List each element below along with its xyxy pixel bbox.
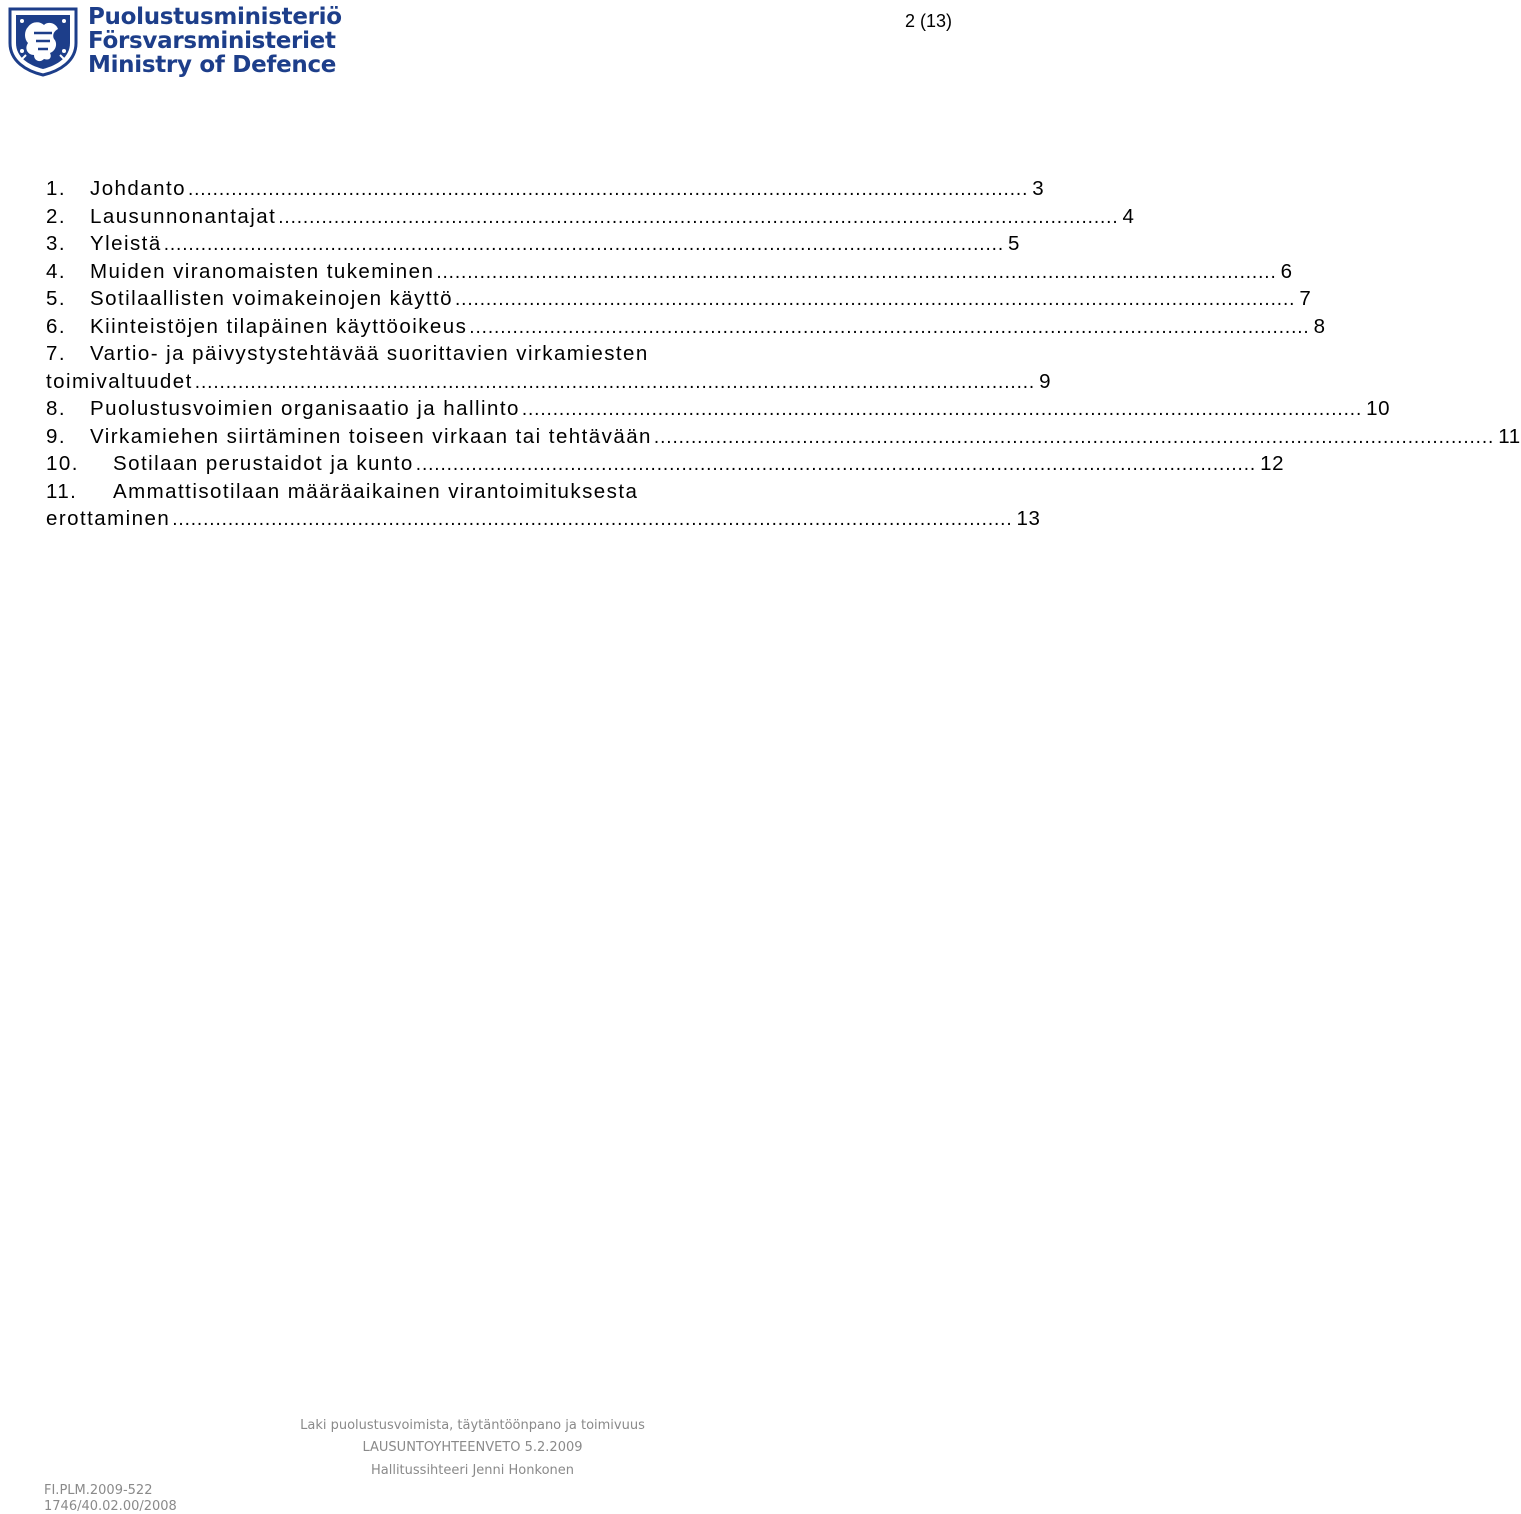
toc-title: Johdanto (90, 177, 186, 200)
toc-page-number: 3 (1032, 177, 1045, 200)
page-header (0, 0, 960, 80)
toc-number: 1. (46, 177, 66, 200)
toc-leader: ........................................................................................................................................ (163, 234, 1005, 255)
toc-leader: ........................................................................................................................................ (278, 206, 1119, 228)
toc-page-number: 6 (1280, 259, 1293, 283)
toc-number: 4. (46, 259, 66, 283)
toc-leader: ........................................................................................................................................ (653, 426, 1495, 448)
logo-line-en: Ministry of Defence (88, 52, 337, 78)
toc-number: 5. (46, 287, 66, 310)
footer-document-title: Laki puolustusvoimista, täytäntöönpano ja toimivuus (300, 1418, 645, 1433)
toc-leader: ........................................................................................................................................ (436, 261, 1277, 283)
toc-title: Sotilaallisten voimakeinojen käyttö (90, 287, 453, 310)
table-of-contents (46, 175, 1521, 533)
toc-leader: ........................................................................................................................................ (194, 371, 1036, 393)
toc-page-number: 7 (1299, 287, 1312, 310)
toc-page-number: 13 (1016, 507, 1041, 530)
toc-title: Yleistä (90, 232, 162, 255)
logo-line-fi: Puolustusministeriö (88, 4, 342, 30)
toc-leader: ........................................................................................................................................ (415, 454, 1257, 475)
toc-entry-2[interactable] (46, 203, 1135, 231)
toc-entry-11-continued[interactable] (46, 505, 1041, 533)
toc-leader: ........................................................................................................................................ (172, 509, 1013, 530)
toc-title: Ammattisotilaan määräaikainen virantoimituksesta (113, 479, 639, 503)
footer-document-type: LAUSUNTOYHTEENVETO 5.2.2009 (362, 1440, 583, 1455)
toc-title: Muiden viranomaisten tukeminen (90, 259, 435, 283)
toc-page-number: 12 (1260, 452, 1285, 475)
logo-wordmark (88, 5, 342, 77)
toc-title: erottaminen (46, 507, 171, 530)
toc-number: 9. (46, 424, 66, 448)
toc-number: 7. (46, 342, 66, 365)
footer-reference-2: 1746/40.02.00/2008 (44, 1499, 177, 1514)
toc-entry-3[interactable] (46, 230, 1021, 258)
toc-page-number: 9 (1039, 369, 1052, 393)
toc-title: toimivaltuudet (46, 369, 193, 393)
toc-title: Vartio- ja päivystystehtävää suorittavien virkamiesten (90, 342, 649, 365)
toc-leader: ........................................................................................................................................ (454, 289, 1296, 310)
toc-page-number: 5 (1008, 232, 1021, 255)
lion-emblem-icon (6, 3, 80, 77)
toc-title: Virkamiehen siirtäminen toiseen virkaan tai tehtävään (90, 424, 652, 448)
toc-leader: ........................................................................................................................................ (521, 399, 1363, 420)
toc-entry-7[interactable] (46, 340, 900, 368)
toc-leader: ........................................................................................................................................ (187, 179, 1029, 200)
logo-line-sv: Försvarsministeriet (88, 28, 336, 54)
toc-entry-11[interactable] (46, 478, 900, 506)
page-number: 2 (13) (904, 11, 952, 31)
ministry-logo (6, 3, 376, 79)
toc-entry-7-continued[interactable] (46, 368, 1052, 396)
toc-leader: ........................................................................................................................................ (469, 316, 1310, 338)
toc-number: 3. (46, 232, 66, 255)
toc-number: 10. (46, 452, 79, 475)
toc-page-number: 10 (1366, 397, 1391, 420)
footer-reference-1: FI.PLM.2009-522 (44, 1483, 153, 1498)
toc-page-number: 8 (1313, 314, 1326, 338)
footer-author: Hallitussihteeri Jenni Honkonen (370, 1463, 574, 1478)
toc-entry-6[interactable] (46, 313, 1326, 341)
toc-entry-8[interactable] (46, 395, 1391, 423)
toc-entry-4[interactable] (46, 258, 1293, 286)
toc-page-number: 4 (1122, 204, 1135, 228)
toc-entry-10[interactable] (46, 450, 1285, 478)
toc-title: Kiinteistöjen tilapäinen käyttöoikeus (90, 314, 468, 338)
toc-title: Sotilaan perustaidot ja kunto (113, 452, 414, 475)
toc-number: 8. (46, 397, 66, 420)
toc-entry-1[interactable] (46, 175, 1045, 203)
toc-title: Lausunnonantajat (90, 204, 277, 228)
toc-entry-5[interactable] (46, 285, 1312, 313)
toc-number: 2. (46, 204, 66, 228)
toc-entry-9[interactable] (46, 423, 1521, 451)
toc-number: 6. (46, 314, 66, 338)
toc-number: 11. (46, 479, 78, 503)
toc-title: Puolustusvoimien organisaatio ja hallinto (90, 397, 520, 420)
toc-page-number: 11 (1498, 424, 1521, 448)
